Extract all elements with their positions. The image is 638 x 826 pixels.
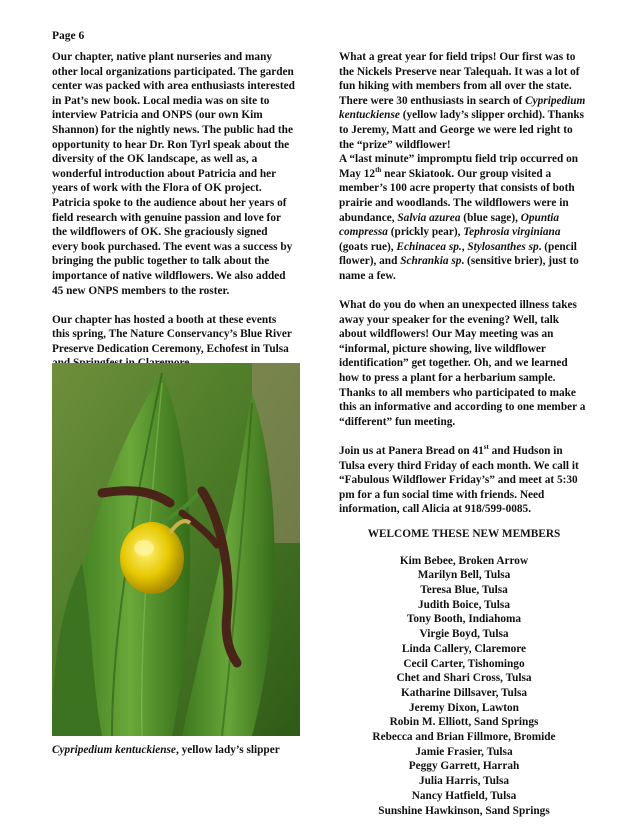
caption-species: Cypripedium kentuckiense [52,744,176,756]
member-item: Chet and Shari Cross, Tulsa [396,672,532,685]
orchid-photo [52,363,300,736]
member-item: Tony Booth, Indiahoma [406,613,522,626]
member-item: Jamie Frasier, Tulsa [415,745,513,758]
article-paragraph: Our chapter, native plant nurseries and many other local organizations participated. The garden center was packed with area enthusiasts interested in Pat’s new book. Local media was on site to interview Patricia and ONPS (our own Kim Shannon) for the nightly news. The public had the opportunity to hear Dr. Ron Tyrl speak about the diversity of the OK landscape, as well as, a wonderful introduction about Patricia and her years of work with the Flora of OK project. Patricia spoke to the audience about her years of field research with genuine passion and love for the wildflowers of OK. She graciously signed every book purchased. The event was a success by bringing the public together to talk about the importance of native wildflowers. We also added 45 new ONPS members to the roster. [52,51,295,297]
left-column [52,50,296,371]
members-heading: WELCOME THESE NEW MEMBERS [367,528,561,540]
member-item: Katharine Dillsaver, Tulsa [400,686,528,699]
article-paragraph: What a great year for field trips! Our first was to the Nickels Preserve near Talequah. It was a lot of fun hiking with members from all over the state. There were 30 enthusiasts in search of Cypripedium kentuckiense (yellow lady’s slipper orchid). Thanks to Jeremy, Matt and George we were led right to the “prize” wildflower! [339,51,586,151]
photo-caption [52,744,280,756]
member-item: Sunshine Hawkinson, Sand Springs [378,804,550,817]
member-item: Rebecca and Brian Fillmore, Bromide [372,731,556,744]
right-column [339,50,589,818]
member-item: Nancy Hatfield, Tulsa [411,789,517,802]
caption-text: , yellow lady’s slipper [175,744,280,756]
member-item: Robin M. Elliott, Sand Springs [389,716,539,729]
member-item: Kim Bebee, Broken Arrow [399,554,529,567]
member-item: Jeremy Dixon, Lawton [409,701,519,714]
member-item: Linda Callery, Claremore [401,642,527,655]
member-item: Marilyn Bell, Tulsa [417,569,511,582]
article-paragraph: What do you do when an unexpected illness takes away your speaker for the evening? Well, talk about wildflowers! Our May meeting was an “informal, picture showing, live wildflower identification” get together. Oh, and we learned how to press a plant for a herbarium sample. Thanks to all members who participated to make this an informative and according to one member a “different” fun meeting. [339,299,586,428]
member-item: Teresa Blue, Tulsa [420,584,508,596]
member-item: Virgie Boyd, Tulsa [419,628,509,641]
article-paragraph: Join us at Panera Bread on 41st and Hudson in Tulsa every third Friday of each month. We call it “Fabulous Wildflower Friday’s” and meet at 5:30 pm for a fun social time with friends. Need information, call Alicia at 918/599-0085. [339,443,579,516]
member-item: Peggy Garrett, Harrah [408,760,520,773]
members-list [339,554,589,819]
article-paragraph: Our chapter has hosted a booth at these events this spring, The Nature Conservancy’s Blue River Preserve Dedication Ceremony, Echofest in Tulsa [52,313,292,355]
member-item: Judith Boice, Tulsa [418,598,510,611]
member-item: Julia Harris, Tulsa [418,775,510,788]
member-item: Cecil Carter, Tishomingo [403,657,525,670]
article-paragraph: A “last minute” impromptu field trip occurred on May 12th near Skiatook. Our group visited a member’s 100 acre property that consists of both prairie and woodlands. The wildflowers were in abundance, Salvia azurea (blue sage), Opuntia compressa (prickly pear), Tephrosia virginiana (goats rue), Echinacea sp., Stylosanthes sp. (pencil flower), and Schrankia sp. (sensitive brier), just to name a few. [339,153,579,282]
page-number: Page 6 [52,30,85,42]
